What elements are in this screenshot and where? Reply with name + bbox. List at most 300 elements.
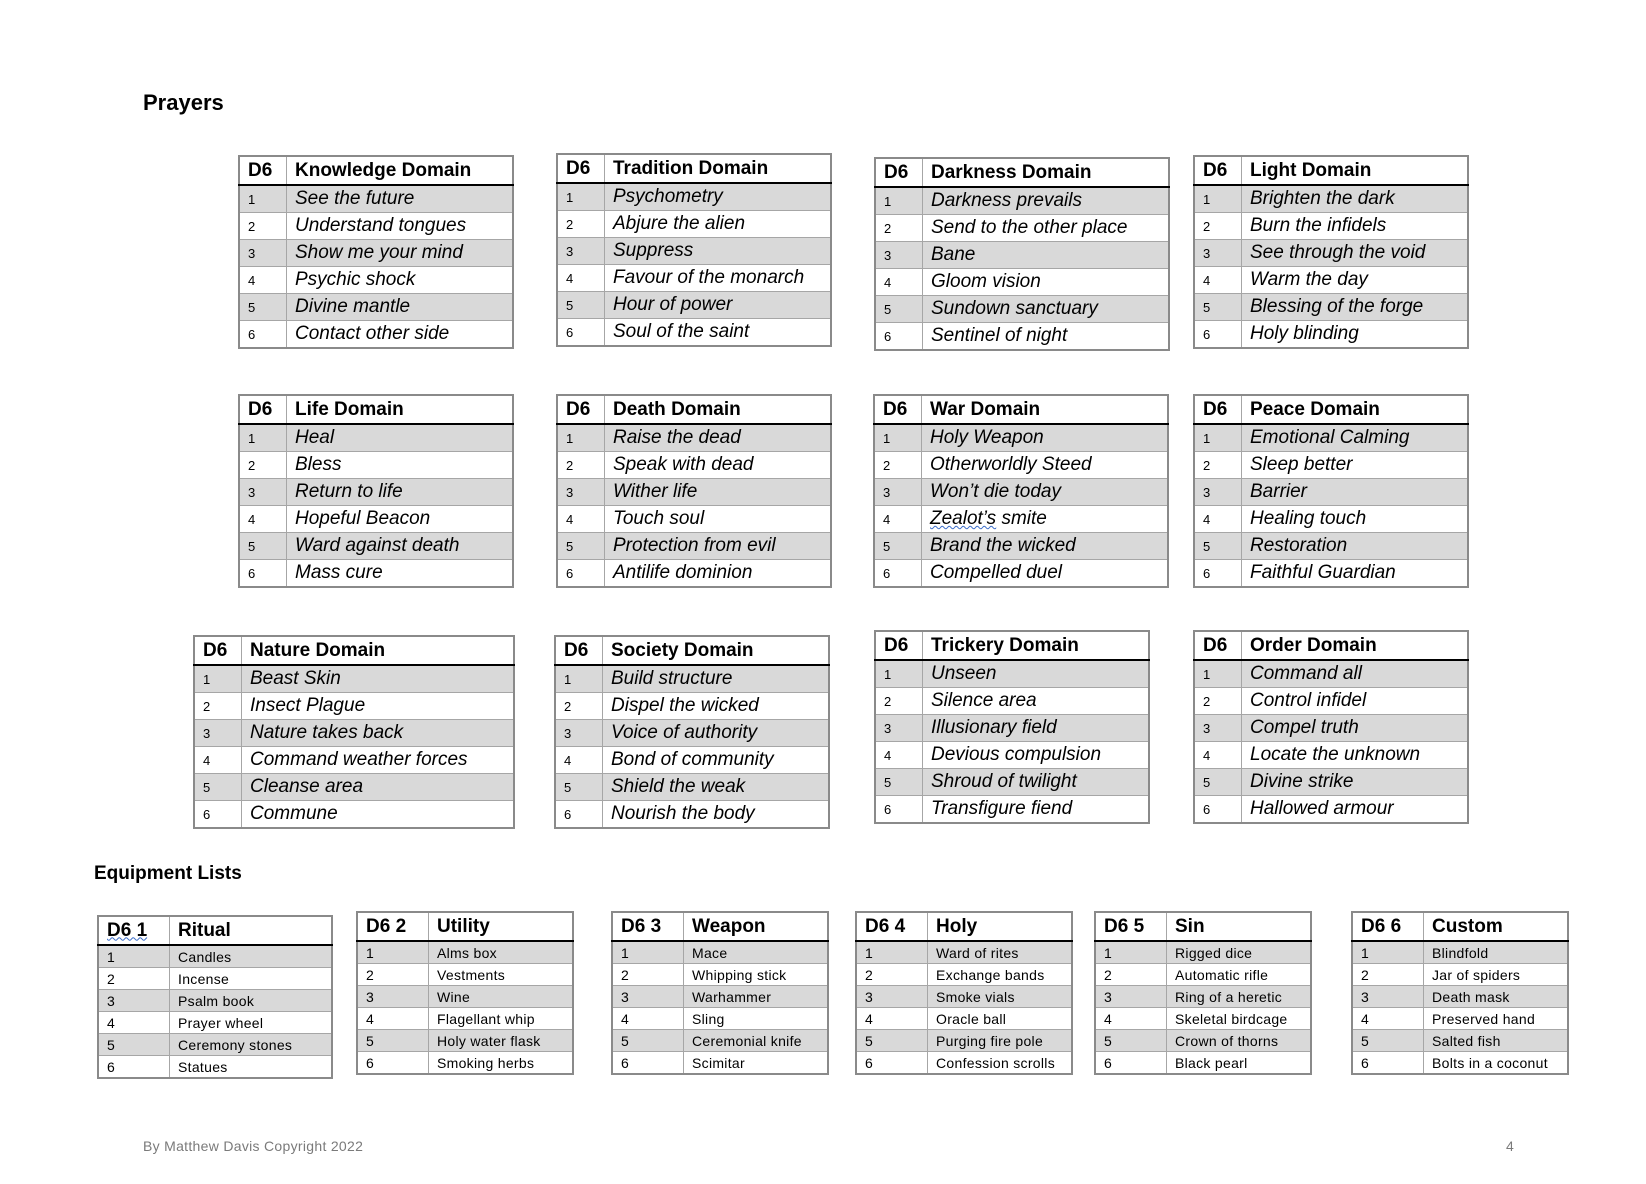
table-row: [239, 506, 513, 533]
roll-number: 2: [555, 693, 603, 720]
table-entry: Ceremonial knife: [684, 1030, 829, 1052]
roll-number: 6: [239, 321, 287, 349]
table-title: Sin: [1167, 912, 1312, 941]
roll-number: 4: [98, 1012, 170, 1034]
prayers-title: Prayers: [143, 90, 224, 115]
die-header: D6: [874, 395, 922, 424]
roll-number: 4: [557, 506, 605, 533]
roll-number: 2: [98, 968, 170, 990]
table-entry: Compelled duel: [922, 560, 1169, 588]
roll-number: 6: [194, 801, 242, 829]
roll-number: 2: [1194, 688, 1242, 715]
roll-number: 5: [1194, 769, 1242, 796]
table-header-row: [1194, 631, 1468, 660]
roll-number: 6: [1194, 321, 1242, 349]
roll-number: 2: [875, 688, 923, 715]
table-row: [555, 801, 829, 829]
table-entry: Holy water flask: [429, 1030, 574, 1052]
table-entry: Voice of authority: [603, 720, 830, 747]
table-entry: Smoke vials: [928, 986, 1073, 1008]
roll-number: 2: [239, 213, 287, 240]
roll-number: 3: [557, 479, 605, 506]
table-entry: Ward against death: [287, 533, 514, 560]
roll-number: 4: [194, 747, 242, 774]
table-row: [1194, 715, 1468, 742]
table-row: [1194, 660, 1468, 688]
roll-number: 1: [875, 660, 923, 688]
roll-number: 6: [1352, 1052, 1424, 1075]
table-header-row: [239, 395, 513, 424]
roll-number: 3: [555, 720, 603, 747]
table-entry: Candles: [170, 945, 333, 968]
table-row: [194, 720, 514, 747]
table-entry: Insect Plague: [242, 693, 515, 720]
table-entry: Alms box: [429, 941, 574, 964]
roll-number: 5: [239, 294, 287, 321]
prayer-table-darkness-domain: [874, 157, 1170, 351]
roll-number: 5: [1352, 1030, 1424, 1052]
table-title: Peace Domain: [1242, 395, 1469, 424]
equipment-table-sin: [1094, 911, 1312, 1075]
table-row: [1194, 267, 1468, 294]
table-entry: Wither life: [605, 479, 832, 506]
table-row: [875, 742, 1149, 769]
table-row: [856, 1008, 1072, 1030]
table-header-row: [874, 395, 1168, 424]
table-row: [612, 941, 828, 964]
table-header-row: [1194, 156, 1468, 185]
roll-number: 2: [1194, 213, 1242, 240]
table-row: [194, 665, 514, 693]
roll-number: 1: [612, 941, 684, 964]
table-entry: Warm the day: [1242, 267, 1469, 294]
roll-number: 6: [557, 319, 605, 347]
table-header-row: [612, 912, 828, 941]
table-row: [875, 796, 1149, 824]
table-entry: Sentinel of night: [923, 323, 1170, 351]
prayer-table-war-domain: [873, 394, 1169, 588]
table-header-row: [194, 636, 514, 665]
roll-number: 5: [612, 1030, 684, 1052]
roll-number: 2: [194, 693, 242, 720]
die-header: D6: [239, 395, 287, 424]
table-entry: Return to life: [287, 479, 514, 506]
table-row: [557, 319, 831, 347]
roll-number: 6: [856, 1052, 928, 1075]
roll-number: 5: [1194, 294, 1242, 321]
roll-number: 6: [875, 323, 923, 351]
table-row: [875, 269, 1169, 296]
table-row: [357, 986, 573, 1008]
table-row: [1194, 796, 1468, 824]
table-entry: Protection from evil: [605, 533, 832, 560]
roll-number: 1: [1194, 185, 1242, 213]
table-title: Society Domain: [603, 636, 830, 665]
table-entry: Brighten the dark: [1242, 185, 1469, 213]
table-row: [357, 1008, 573, 1030]
table-entry: Command all: [1242, 660, 1469, 688]
table-entry: Bless: [287, 452, 514, 479]
table-row: [239, 267, 513, 294]
table-row: [856, 986, 1072, 1008]
table-row: [555, 774, 829, 801]
table-entry: Command weather forces: [242, 747, 515, 774]
roll-number: 3: [856, 986, 928, 1008]
table-entry: Sling: [684, 1008, 829, 1030]
table-row: [557, 452, 831, 479]
roll-number: 4: [874, 506, 922, 533]
prayer-table-nature-domain: [193, 635, 515, 829]
table-entry: Heal: [287, 424, 514, 452]
table-entry: Burn the infidels: [1242, 213, 1469, 240]
table-row: [357, 941, 573, 964]
roll-number: 3: [1194, 715, 1242, 742]
table-row: [1194, 452, 1468, 479]
prayer-table-knowledge-domain: [238, 155, 514, 349]
table-entry: Shroud of twilight: [923, 769, 1150, 796]
table-entry: Mace: [684, 941, 829, 964]
table-entry: Jar of spiders: [1424, 964, 1569, 986]
table-header-row: [1352, 912, 1568, 941]
roll-number: 4: [612, 1008, 684, 1030]
roll-number: 1: [1194, 660, 1242, 688]
table-header-row: [1095, 912, 1311, 941]
roll-number: 5: [856, 1030, 928, 1052]
table-row: [557, 211, 831, 238]
table-row: [612, 1030, 828, 1052]
table-row: [875, 660, 1149, 688]
roll-number: 1: [357, 941, 429, 964]
table-row: [612, 1008, 828, 1030]
table-row: [98, 968, 332, 990]
prayer-table-light-domain: [1193, 155, 1469, 349]
die-header: D6 6: [1352, 912, 1424, 941]
page-number: 4: [1506, 1138, 1514, 1154]
table-row: [239, 240, 513, 267]
table-entry: Confession scrolls: [928, 1052, 1073, 1075]
table-entry: Contact other side: [287, 321, 514, 349]
table-title: Knowledge Domain: [287, 156, 514, 185]
roll-number: 6: [1095, 1052, 1167, 1075]
table-title: Life Domain: [287, 395, 514, 424]
table-row: [875, 323, 1169, 351]
roll-number: 4: [357, 1008, 429, 1030]
table-row: [1194, 424, 1468, 452]
table-entry: Nature takes back: [242, 720, 515, 747]
table-row: [239, 452, 513, 479]
table-row: [1194, 294, 1468, 321]
roll-number: 5: [875, 296, 923, 323]
roll-number: 2: [239, 452, 287, 479]
table-row: [856, 1030, 1072, 1052]
table-entry: See the future: [287, 185, 514, 213]
roll-number: 5: [194, 774, 242, 801]
roll-number: 6: [1194, 560, 1242, 588]
die-header: D6: [875, 158, 923, 187]
table-title: Weapon: [684, 912, 829, 941]
roll-number: 4: [875, 269, 923, 296]
roll-number: 3: [875, 715, 923, 742]
roll-number: 1: [1194, 424, 1242, 452]
table-title: Death Domain: [605, 395, 832, 424]
table-entry: Silence area: [923, 688, 1150, 715]
roll-number: 6: [98, 1056, 170, 1079]
table-row: [98, 945, 332, 968]
table-row: [1095, 1030, 1311, 1052]
roll-number: 2: [357, 964, 429, 986]
table-entry: Smoking herbs: [429, 1052, 574, 1075]
table-entry: Send to the other place: [923, 215, 1170, 242]
table-entry: Psychometry: [605, 183, 832, 211]
table-entry: Sundown sanctuary: [923, 296, 1170, 323]
table-entry: Faithful Guardian: [1242, 560, 1469, 588]
table-row: [1194, 533, 1468, 560]
die-header: D6: [239, 156, 287, 185]
table-entry: Oracle ball: [928, 1008, 1073, 1030]
table-row: [1194, 769, 1468, 796]
die-header: D6: [875, 631, 923, 660]
roll-number: 5: [1095, 1030, 1167, 1052]
table-header-row: [1194, 395, 1468, 424]
roll-number: 2: [557, 211, 605, 238]
table-entry: Favour of the monarch: [605, 265, 832, 292]
roll-number: 2: [1194, 452, 1242, 479]
roll-number: 3: [1095, 986, 1167, 1008]
die-header: D6: [194, 636, 242, 665]
equipment-table-weapon: [611, 911, 829, 1075]
table-entry: Unseen: [923, 660, 1150, 688]
table-row: [874, 533, 1168, 560]
table-row: [1352, 1052, 1568, 1075]
table-row: [856, 941, 1072, 964]
table-entry: Raise the dead: [605, 424, 832, 452]
table-entry: Exchange bands: [928, 964, 1073, 986]
table-row: [194, 693, 514, 720]
roll-number: 6: [239, 560, 287, 588]
table-entry: Automatic rifle: [1167, 964, 1312, 986]
table-row: [856, 964, 1072, 986]
die-header: D6 3: [612, 912, 684, 941]
die-header: D6 4: [856, 912, 928, 941]
table-row: [1352, 1008, 1568, 1030]
table-row: [874, 424, 1168, 452]
table-row: [239, 213, 513, 240]
equipment-table-custom: [1351, 911, 1569, 1075]
table-title: War Domain: [922, 395, 1169, 424]
roll-number: 6: [357, 1052, 429, 1075]
table-row: [98, 1056, 332, 1079]
table-entry: Ring of a heretic: [1167, 986, 1312, 1008]
table-header-row: [357, 912, 573, 941]
die-header: D6 2: [357, 912, 429, 941]
table-header-row: [98, 916, 332, 945]
table-row: [239, 294, 513, 321]
table-row: [875, 296, 1169, 323]
table-entry: Shield the weak: [603, 774, 830, 801]
table-row: [875, 769, 1149, 796]
roll-number: 6: [612, 1052, 684, 1075]
roll-number: 3: [557, 238, 605, 265]
table-row: [194, 747, 514, 774]
table-entry: Healing touch: [1242, 506, 1469, 533]
table-entry: Wine: [429, 986, 574, 1008]
roll-number: 3: [1194, 240, 1242, 267]
table-entry: Won’t die today: [922, 479, 1169, 506]
roll-number: 4: [1194, 506, 1242, 533]
table-entry: Blindfold: [1424, 941, 1569, 964]
equipment-table-utility: [356, 911, 574, 1075]
table-row: [98, 1012, 332, 1034]
table-entry: Divine strike: [1242, 769, 1469, 796]
die-header: D6: [1194, 631, 1242, 660]
table-row: [875, 215, 1169, 242]
roll-number: 5: [875, 769, 923, 796]
table-row: [875, 242, 1169, 269]
roll-number: 6: [557, 560, 605, 588]
equipment-table-holy: [855, 911, 1073, 1075]
table-entry: Death mask: [1424, 986, 1569, 1008]
table-entry: Restoration: [1242, 533, 1469, 560]
table-entry: Divine mantle: [287, 294, 514, 321]
prayer-table-tradition-domain: [556, 153, 832, 347]
roll-number: 1: [239, 424, 287, 452]
prayer-table-society-domain: [554, 635, 830, 829]
table-row: [1194, 185, 1468, 213]
table-entry: Warhammer: [684, 986, 829, 1008]
table-row: [612, 1052, 828, 1075]
table-entry: Gloom vision: [923, 269, 1170, 296]
table-row: [194, 801, 514, 829]
roll-number: 6: [874, 560, 922, 588]
roll-number: 4: [875, 742, 923, 769]
roll-number: 6: [555, 801, 603, 829]
table-row: [557, 479, 831, 506]
roll-number: 6: [1194, 796, 1242, 824]
table-entry: Barrier: [1242, 479, 1469, 506]
table-row: [1352, 964, 1568, 986]
roll-number: 5: [239, 533, 287, 560]
table-entry: Incense: [170, 968, 333, 990]
table-header-row: [557, 395, 831, 424]
roll-number: 1: [1095, 941, 1167, 964]
table-title: Darkness Domain: [923, 158, 1170, 187]
table-title: Ritual: [170, 916, 333, 945]
table-entry: Transfigure fiend: [923, 796, 1150, 824]
table-row: [555, 693, 829, 720]
table-entry: Commune: [242, 801, 515, 829]
roll-number: 5: [555, 774, 603, 801]
table-title: Light Domain: [1242, 156, 1469, 185]
table-entry: Prayer wheel: [170, 1012, 333, 1034]
table-row: [874, 452, 1168, 479]
prayer-table-peace-domain: [1193, 394, 1469, 588]
table-row: [856, 1052, 1072, 1075]
table-entry: Abjure the alien: [605, 211, 832, 238]
die-header: D6: [555, 636, 603, 665]
table-entry: Build structure: [603, 665, 830, 693]
roll-number: 4: [1095, 1008, 1167, 1030]
table-entry: Hopeful Beacon: [287, 506, 514, 533]
roll-number: 3: [612, 986, 684, 1008]
table-entry: Blessing of the forge: [1242, 294, 1469, 321]
roll-number: 1: [875, 187, 923, 215]
table-entry: Ceremony stones: [170, 1034, 333, 1056]
roll-number: 1: [557, 424, 605, 452]
die-header: D6: [1194, 156, 1242, 185]
roll-number: 5: [357, 1030, 429, 1052]
roll-number: 2: [1095, 964, 1167, 986]
table-entry: Zealot’s smite: [922, 506, 1169, 533]
table-row: [557, 533, 831, 560]
table-entry: Skeletal birdcage: [1167, 1008, 1312, 1030]
table-entry: Beast Skin: [242, 665, 515, 693]
table-entry: Salted fish: [1424, 1030, 1569, 1052]
die-header: D6: [1194, 395, 1242, 424]
table-entry: Scimitar: [684, 1052, 829, 1075]
table-row: [357, 964, 573, 986]
roll-number: 4: [1194, 742, 1242, 769]
roll-number: 4: [239, 506, 287, 533]
table-entry: Devious compulsion: [923, 742, 1150, 769]
table-row: [557, 292, 831, 319]
table-row: [875, 688, 1149, 715]
prayer-table-death-domain: [556, 394, 832, 588]
table-row: [555, 747, 829, 774]
table-row: [557, 183, 831, 211]
table-entry: Crown of thorns: [1167, 1030, 1312, 1052]
roll-number: 3: [239, 479, 287, 506]
prayer-table-life-domain: [238, 394, 514, 588]
table-entry: Vestments: [429, 964, 574, 986]
table-entry: Whipping stick: [684, 964, 829, 986]
prayer-table-trickery-domain: [874, 630, 1150, 824]
table-row: [239, 479, 513, 506]
die-header: D6: [557, 395, 605, 424]
table-header-row: [875, 158, 1169, 187]
roll-number: 4: [856, 1008, 928, 1030]
table-row: [875, 187, 1169, 215]
roll-number: 2: [612, 964, 684, 986]
table-row: [98, 990, 332, 1012]
roll-number: 4: [1194, 267, 1242, 294]
roll-number: 5: [98, 1034, 170, 1056]
table-row: [1095, 941, 1311, 964]
table-row: [557, 506, 831, 533]
roll-number: 6: [875, 796, 923, 824]
table-row: [612, 964, 828, 986]
table-row: [555, 665, 829, 693]
table-row: [612, 986, 828, 1008]
roll-number: 3: [239, 240, 287, 267]
table-entry: Rigged dice: [1167, 941, 1312, 964]
table-row: [1095, 1008, 1311, 1030]
table-row: [1352, 986, 1568, 1008]
table-entry: Holy Weapon: [922, 424, 1169, 452]
roll-number: 3: [98, 990, 170, 1012]
die-header: D6 5: [1095, 912, 1167, 941]
table-row: [239, 424, 513, 452]
roll-number: 2: [1352, 964, 1424, 986]
footer-copyright: By Matthew Davis Copyright 2022: [143, 1138, 364, 1154]
table-entry: Holy blinding: [1242, 321, 1469, 349]
table-entry: Statues: [170, 1056, 333, 1079]
table-entry: Locate the unknown: [1242, 742, 1469, 769]
table-entry: Ward of rites: [928, 941, 1073, 964]
table-header-row: [555, 636, 829, 665]
table-entry: Understand tongues: [287, 213, 514, 240]
roll-number: 1: [856, 941, 928, 964]
table-row: [98, 1034, 332, 1056]
